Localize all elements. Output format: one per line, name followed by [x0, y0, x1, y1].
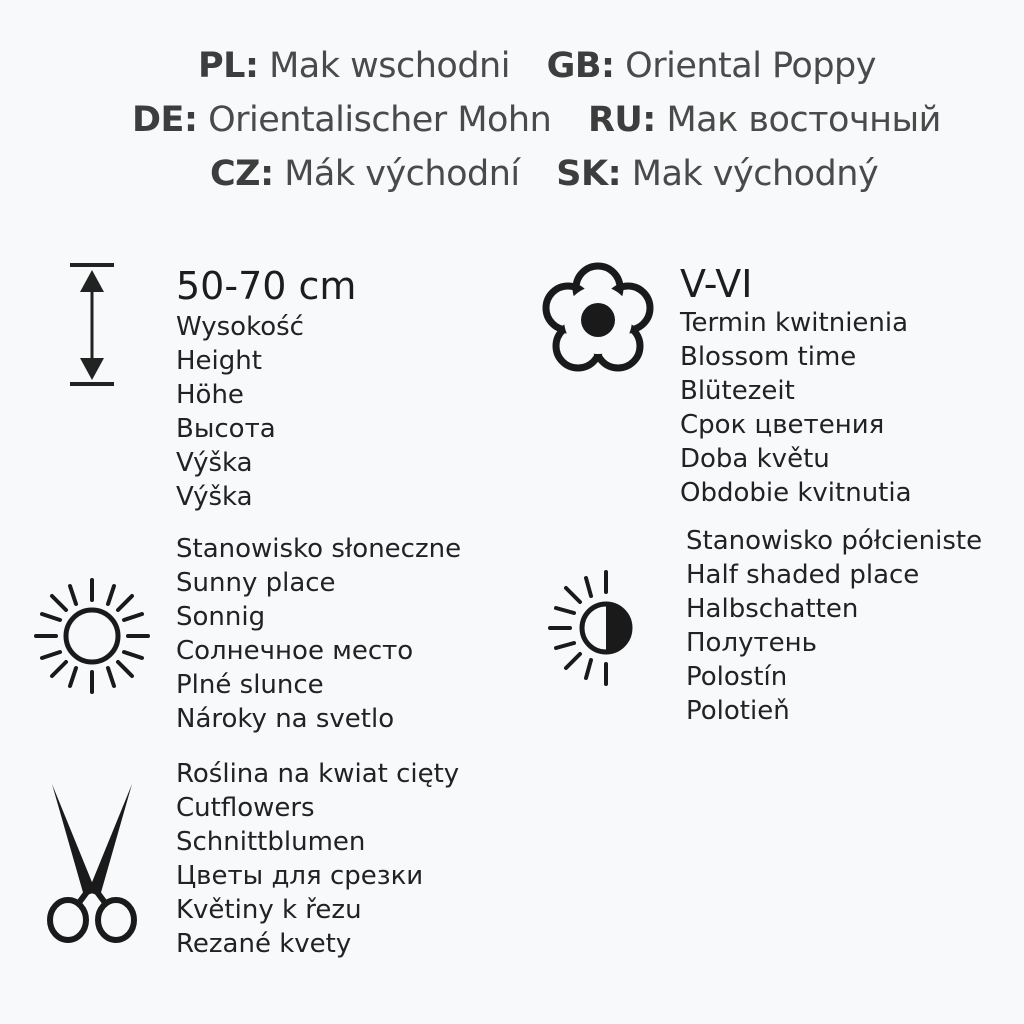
lang-code-ru: RU:: [587, 100, 656, 140]
cutflowers-label-gb: Cutflowers: [176, 793, 315, 823]
half-shade-label-sk: Polotieň: [686, 696, 790, 726]
blossom-label-cz: Doba květu: [680, 444, 830, 474]
lang-code-sk: SK:: [556, 154, 622, 194]
cutflowers-label-de: Schnittblumen: [176, 827, 366, 857]
sun-icon: [32, 576, 152, 700]
height-label-pl: Wysokość: [176, 312, 304, 342]
half-shade-label-pl: Stanowisko półcieniste: [686, 526, 983, 556]
height-label-ru: Высота: [176, 414, 276, 444]
height-block: [176, 264, 356, 514]
name-ru: Мак восточный: [666, 100, 941, 140]
cutflowers-label-ru: Цветы для срезки: [176, 861, 424, 891]
names-row-3: [210, 154, 878, 194]
sunny-label-cz: Plné slunce: [176, 670, 324, 700]
height-value: 50-70 cm: [176, 264, 357, 308]
cutflowers-label-sk: Rezané kvety: [176, 929, 352, 959]
sunny-label-gb: Sunny place: [176, 568, 336, 598]
sunny-label-ru: Солнечное место: [176, 636, 414, 666]
half-shade-label-de: Halbschatten: [686, 594, 859, 624]
flower-icon: [538, 260, 658, 384]
sunny-labels: [176, 532, 461, 736]
blossom-labels: [680, 306, 912, 510]
blossom-value: V-VI: [680, 262, 753, 306]
height-label-gb: Height: [176, 346, 262, 376]
names-row-2: [132, 100, 941, 140]
names-row-1: [198, 46, 876, 86]
half-sun-icon: [548, 570, 638, 690]
name-pl: Mak wschodni: [269, 46, 510, 86]
half-shade-label-gb: Half shaded place: [686, 560, 920, 590]
name-sk: Mak východný: [631, 154, 879, 194]
blossom-label-sk: Obdobie kvitnutia: [680, 478, 912, 508]
lang-code-pl: PL:: [198, 46, 259, 86]
blossom-block: [680, 262, 912, 510]
name-de: Orientalischer Mohn: [208, 100, 552, 140]
name-cz: Mák východní: [284, 154, 520, 194]
scissors-icon: [44, 780, 140, 950]
half-shade-labels: [686, 524, 982, 728]
cutflowers-label-cz: Květiny k řezu: [176, 895, 362, 925]
cutflowers-labels: [176, 757, 459, 961]
height-label-de: Höhe: [176, 380, 244, 410]
height-arrow-icon: [68, 262, 116, 392]
blossom-label-gb: Blossom time: [680, 342, 857, 372]
height-label-sk: Výška: [176, 482, 253, 512]
sunny-label-sk: Nároky na svetlo: [176, 704, 395, 734]
half-shade-label-ru: Полутень: [686, 628, 817, 658]
cutflowers-label-pl: Roślina na kwiat cięty: [176, 759, 460, 789]
lang-code-de: DE:: [132, 100, 198, 140]
blossom-label-ru: Срок цветения: [680, 410, 885, 440]
lang-code-gb: GB:: [546, 46, 615, 86]
height-label-cz: Výška: [176, 448, 253, 478]
lang-code-cz: CZ:: [210, 154, 274, 194]
name-gb: Oriental Poppy: [625, 46, 876, 86]
sunny-label-pl: Stanowisko słoneczne: [176, 534, 462, 564]
blossom-label-de: Blütezeit: [680, 376, 795, 406]
height-labels: [176, 310, 356, 514]
half-shade-label-cz: Polostín: [686, 662, 788, 692]
blossom-label-pl: Termin kwitnienia: [680, 308, 909, 338]
sunny-label-de: Sonnig: [176, 602, 266, 632]
